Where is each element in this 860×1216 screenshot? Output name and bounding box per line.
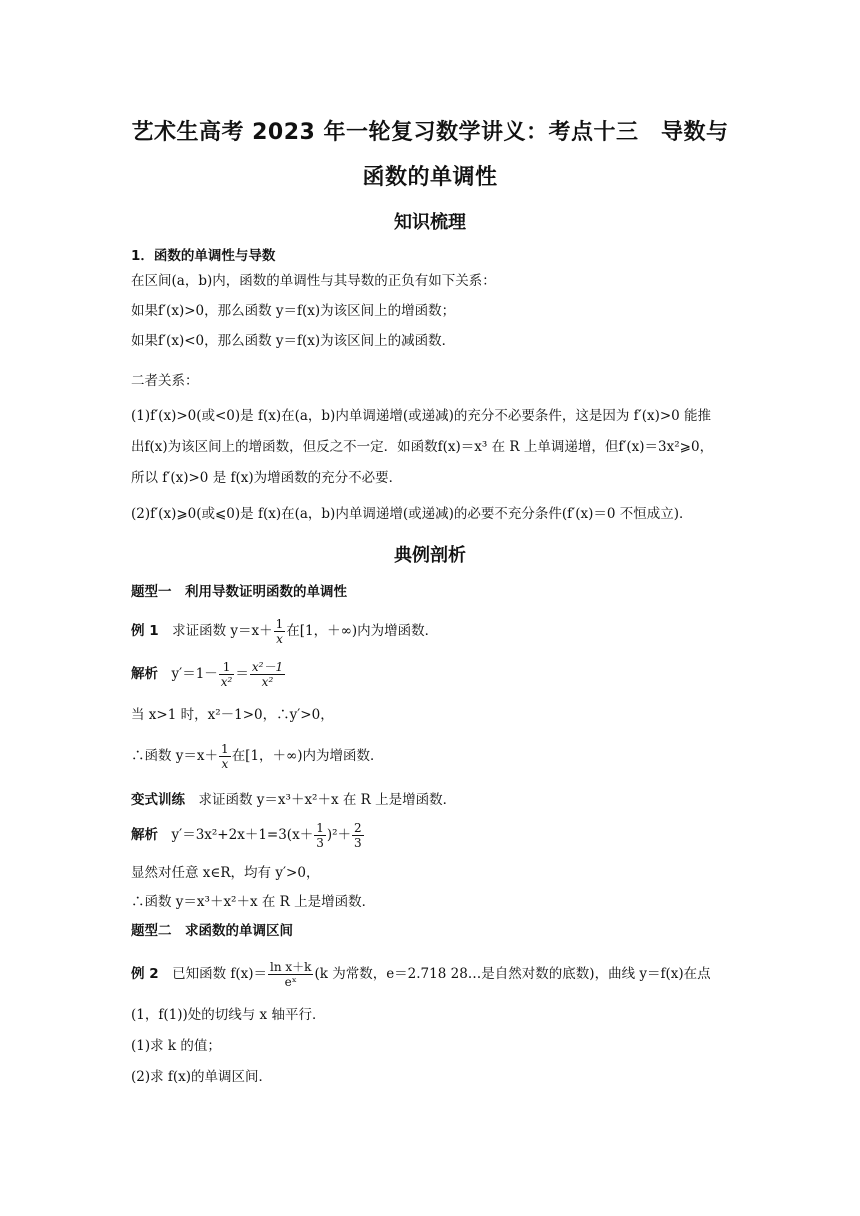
frac-den: x² — [261, 675, 274, 689]
equals-sign: ＝ — [235, 666, 249, 682]
frac-num: 1 — [316, 821, 324, 835]
section-heading-knowledge: 知识梳理 — [394, 212, 466, 233]
variant-text: 求证函数 y＝x³＋x²＋x 在 R 上是增函数． — [185, 792, 457, 808]
solution-label-2: 解析 — [131, 827, 158, 843]
frac-num: 1 — [275, 617, 284, 631]
frac-den: eˣ — [284, 975, 297, 989]
fraction-2-over-3 — [352, 821, 364, 850]
frac-den: x² — [220, 675, 233, 689]
paragraph-decreasing: 如果f′(x)<0，那么函数 y＝f(x)为该区间上的减函数． — [131, 333, 456, 349]
solution-label: 解析 — [131, 666, 158, 682]
frac-num: 1 — [219, 660, 235, 675]
conclusion-text-a: ∴函数 y＝x＋ — [131, 748, 219, 764]
relation-1-line2: 出f(x)为该区间上的增函数，但反之不一定．如函数f(x)＝x³ 在 R 上单调递增，但f′(x)＝3x²⩾0， — [131, 439, 714, 455]
example-2-text-a: 已知函数 f(x)＝ — [158, 966, 268, 982]
solution-2-conclusion: ∴函数 y＝x³＋x²＋x 在 R 上是增函数． — [131, 894, 376, 910]
fraction-1-over-x2 — [219, 660, 235, 689]
conclusion-text-b: 在[1，＋∞)内为增函数． — [231, 748, 384, 764]
example-2-line2: (1，f(1))处的切线与 x 轴平行． — [131, 1007, 326, 1023]
frac-num: x²－1 — [251, 660, 284, 674]
subheading-monotonicity: 1．函数的单调性与导数 — [131, 248, 276, 264]
doc-title-line1: 艺术生高考 2023 年一轮复习数学讲义：考点十三 导数与 — [131, 120, 729, 145]
paragraph-intro: 在区间(a，b)内，函数的单调性与其导数的正负有如下关系： — [131, 273, 496, 289]
example-1-text-a: 求证函数 y＝x＋ — [158, 623, 273, 639]
frac-den: 3 — [316, 836, 324, 850]
fraction-1-over-x — [274, 617, 286, 646]
frac-num: ln x＋k — [270, 960, 312, 974]
relation-1-line3: 所以 f′(x)>0 是 f(x)为增函数的充分不必要． — [131, 470, 403, 486]
variant-label: 变式训练 — [131, 792, 185, 808]
frac-den: 3 — [354, 836, 362, 850]
section-heading-examples: 典例剖析 — [394, 545, 466, 566]
example-1-label: 例 1 — [131, 623, 159, 639]
solution-1-text-a: y′＝1－ — [158, 666, 218, 682]
example-2-label: 例 2 — [131, 966, 159, 982]
example-1-text-b: 在[1，＋∞)内为增函数． — [286, 623, 439, 639]
fraction-1-over-3 — [314, 821, 326, 850]
solution-2 — [131, 821, 365, 850]
example-2-question-1: (1)求 k 的值； — [131, 1038, 221, 1054]
solution-2-line2: 显然对任意 x∈R，均有 y′>0， — [131, 865, 320, 881]
fraction-x2m1-over-x2 — [250, 660, 285, 689]
type-1-heading: 题型一 利用导数证明函数的单调性 — [131, 584, 347, 600]
example-2-question-2: (2)求 f(x)的单调区间． — [131, 1069, 273, 1085]
relation-2: (2)f′(x)⩾0(或⩽0)是 f(x)在(a，b)内单调递增(或递减)的必要不充分条件(f′(x)＝0 不恒成立)． — [131, 506, 693, 522]
type-2-heading: 题型二 求函数的单调区间 — [131, 923, 293, 939]
example-2 — [131, 960, 711, 989]
solution-1-line2: 当 x>1 时，x²－1>0，∴y′>0， — [131, 707, 334, 723]
example-1 — [131, 617, 438, 646]
frac-den: x — [276, 632, 283, 646]
fraction-lnx-over-ex — [268, 960, 313, 989]
frac-den: x — [221, 757, 229, 771]
solution-2-text-a: y′＝3x²+2x＋1=3(x＋ — [158, 827, 314, 843]
paragraph-relation: 二者关系： — [131, 373, 199, 389]
relation-1-line1: (1)f′(x)>0(或<0)是 f(x)在(a，b)内单调递增(或递减)的充分不必要条件，这是因为 f′(x)>0 能推 — [131, 408, 712, 424]
example-2-text-b: (k 为常数，e＝2.718 28…是自然对数的底数)，曲线 y＝f(x)在点 — [314, 966, 711, 982]
paragraph-increasing: 如果f′(x)>0，那么函数 y＝f(x)为该区间上的增函数； — [131, 303, 456, 319]
variant-training — [131, 790, 456, 810]
solution-2-text-b: )²＋ — [326, 827, 352, 843]
doc-title-line2: 函数的单调性 — [362, 165, 498, 190]
solution-1-conclusion — [131, 742, 384, 771]
solution-1 — [131, 660, 286, 689]
frac-num: 1 — [221, 742, 229, 756]
fraction-1-over-x-b — [219, 742, 231, 771]
frac-num: 2 — [354, 821, 362, 835]
